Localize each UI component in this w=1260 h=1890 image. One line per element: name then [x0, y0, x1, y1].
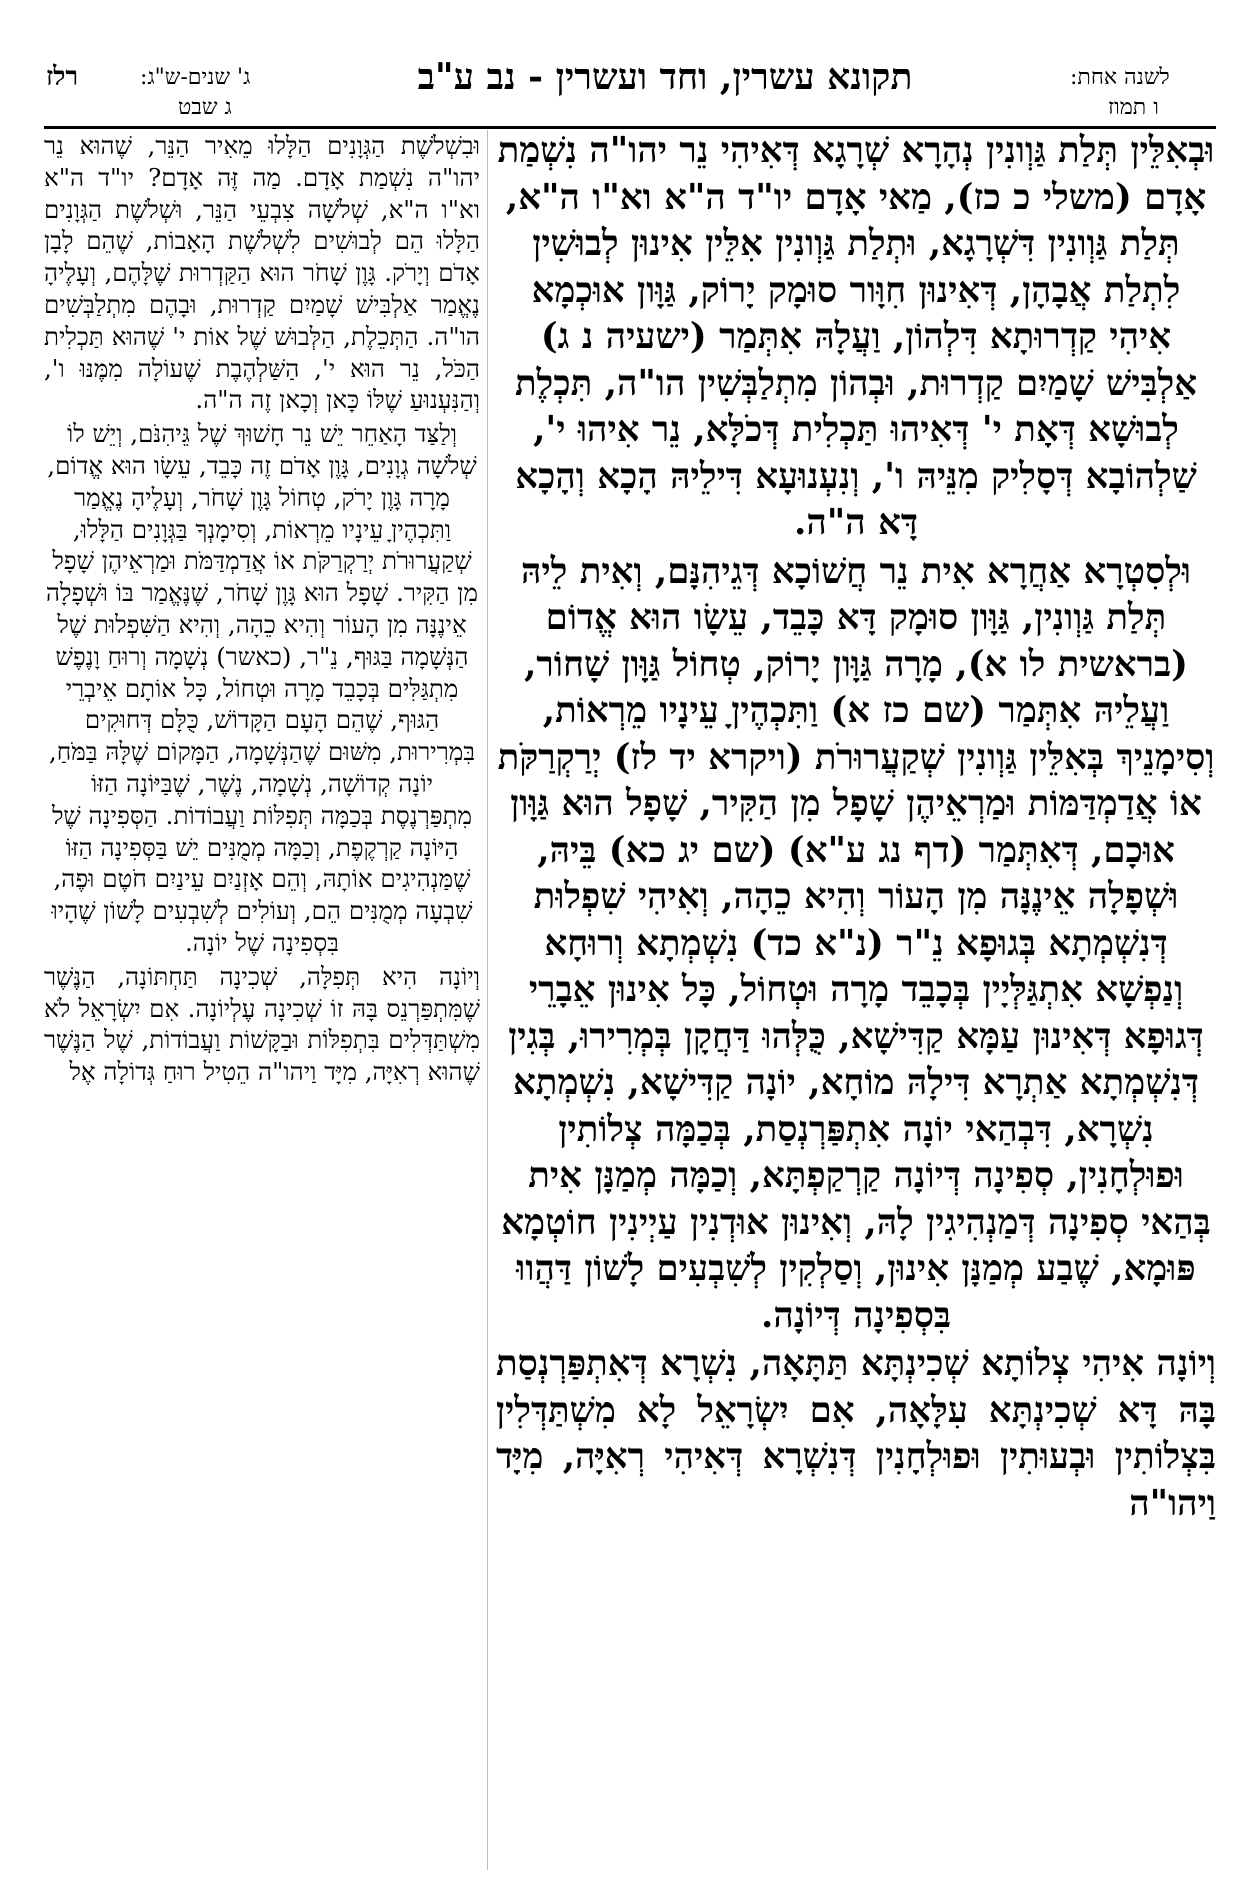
main-paragraph-1: וּבְאִלֵּין תְּלַת גַּוְונִין נְהָרָא שְׁרָגָא דְּאִיהִי נֵר יהו"ה נִשְׁמַת אָדָם (משלי כ כז), מַאי אָדָם יו"ד ה"א וא"ו ה"א, תְּלַת גַּוְונִין דִּשְׁרָגָא, וּתְלַת גַּוְונִין אִלֵּין אִינוּן לְבוּשִׁין לִתְלַת אֲבָהָן, דְּאִינוּן חִוָּור סוּמָק יָרוֹק, גַּוָּון אוּכְמָא אִיהִי קַדְרוּתָא דִּלְהוֹן, וַעֲלָהּ אִתְּמַר (ישעיה נ ג) אַלְבִּישׁ שָׁמַיִם קַדְרוּת, וּבְהוֹן מִתְלַבְּשִׁין הו"ה, תִּכְלֶת לְבוּשָׁא דְּאָת י' דְּאִיהוּ תַּכְלִית דְּכֹלָּא, נֵר אִיהוּ י', שַׁלְהוֹבָא דְּסָלִיק מִנֵּיהּ ו', וְנִעְנוּעָא דִּילֵיהּ הָכָא וְהָכָא דָּא ה"ה. [497, 130, 1215, 543]
column-divider [487, 130, 488, 1870]
page-header [0, 0, 1260, 120]
page-title: תקונא עשרין, וחד ועשרין - נב ע"ב [417, 56, 913, 98]
translation-paragraph-3: וְיוֹנָה הִיא תְּפִלָּה, שְׁכִינָה תַּחְתּוֹנָה, הַנֶּשֶׁר שֶׁמִּתְפַּרְנֵס בָּהּ זוֹ שְׁכִינָה עֶלְיוֹנָה. אִם יִשְׂרָאֵל לֹא מִשְׁתַּדְּלִים בִּתְפִלּוֹת וּבַקָּשׁוֹת וַעֲבוֹדוֹת, שֶׁל הַנֶּשֶׁר שֶׁהוּא רְאִיָּה, מִיָּד וַיהו"ה הֵטִיל רוּחַ גְּדוֹלָה אֶל [44, 961, 480, 1087]
translation-column [44, 130, 480, 1870]
translation-paragraph-1: וּבִשְׁלֹשֶׁת הַגְּוָנִים הַלָּלוּ מֵאִיר הַנֵּר, שֶׁהוּא נֵר יהו"ה נִשְׁמַת אָדָם. מַה זֶּה אָדָם? יו"ד ה"א וא"ו ה"א, שְׁלֹשָׁה צִבְעֵי הַנֵּר, וּשְׁלֹשֶׁת הַגְּוָנִים הַלָּלוּ הֵם לְבוּשִׁים לִשְׁלֹשֶׁת הָאָבוֹת, שֶׁהֵם לָבָן אָדֹם וְיָרֹק. גָּוֶן שָׁחֹר הוּא הַקַּדְרוּת שֶׁלָּהֶם, וְעָלֶיהָ נֶאֱמַר אַלְבִּישׁ שָׁמַיִם קַדְרוּת, וּבָהֶם מִתְלַבְּשִׁים הו"ה. הַתְּכֵלֶת, הַלְּבוּשׁ שֶׁל אוֹת י' שֶׁהוּא תַּכְלִית הַכֹּל, נֵר הוּא י', הַשַּׁלְהֶבֶת שֶׁעוֹלָה מִמֶּנּוּ ו', וְהַנִּעְנוּעַ שֶׁלּוֹ כָּאן וְכָאן זֶה ה"ה. [44, 131, 480, 415]
main-paragraph-3: וְיוֹנָה אִיהִי צְלוֹתָא שְׁכִינְתָּא תַּתָּאָה, נִשְׁרָא דְּאִתְפַּרְנְסַת בָּהּ דָּא שְׁכִינְתָּא עִלָּאָה, אִם יִשְׂרָאֵל לָא מִשְׁתַּדְּלִין בִּצְלוֹתִין וּבְעוּתִין וּפוּלְחָנִין דְּנִשְׁרָא דְּאִיהִי רְאִיָּה, מִיָּד וַיהו"ה [496, 1343, 1216, 1524]
main-header-year: לשנה אחת: [1070, 65, 1170, 90]
side-header-years: ג' שנים-ש"ג: [140, 65, 251, 90]
translation-paragraph-2: וְלַצַּד הָאַחֵר יֵשׁ נֵר חָשׁוּךְ שֶׁל גֵּיהִנֹּם, וְיֵשׁ לוֹ שְׁלֹשָׁה גְוָנִים, גָּוֶן אָדֹם זֶה כָּבֵד, עֵשָׂו הוּא אֱדוֹם, מָרָה גָּוֶן יָרֹק, טְחוֹל גָּוֶן שָׁחֹר, וְעָלֶיהָ נֶאֱמַר וַתִּכְהֶיןָ עֵינָיו מֵרְאוֹת, וְסִימָנְךָ בַּגְּוָנִים הַלָּלוּ, שְׁקַעֲרוּרֹת יְרַקְרַקֹּת אוֹ אֲדַמְדַּמֹּת וּמַרְאֵיהֶן שָׁפָל מִן הַקִּיר. שָׁפָל הוּא גָּוֶן שָׁחֹר, שֶׁנֶּאֱמַר בּוֹ וּשְׁפָלָה אֵינֶנָּה מִן הָעוֹר וְהִיא כֵהָה, וְהִיא הַשִּׁפְלוּת שֶׁל הַנְּשָׁמָה בַּגּוּף, נֵ"ר, (כאשר) נְשָׁמָה וְרוּחַ וָנֶפֶשׁ מִתְגַּלִּים בְּכָבֵד מָרָה וּטְחוֹל, כָּל אוֹתָם אֵיבְרֵי הַגּוּף, שֶׁהֵם הָעָם הַקָּדוֹשׁ, כֻּלָּם דְּחוּקִים בִּמְרִירוּת, מִשּׁוּם שֶׁהַנְּשָׁמָה, הַמָּקוֹם שֶׁלָּהּ בַּמֹּחַ, יוֹנָה קְדוֹשָׁה, נְשָׁמָה, נֶשֶׁר, שֶׁבַּיּוֹנָה הַזּוֹ מִתְפַּרְנֶסֶת בְּכַמָּה תְּפִלּוֹת וַעֲבוֹדוֹת. הַסְּפִינָה שֶׁל הַיּוֹנָה קַרְקֶפֶת, וְכַמָּה מְמֻנִּים יֵשׁ בַּסְּפִינָה הַזּוֹ שֶׁמַּנְהִיגִים אוֹתָהּ, וְהֵם אָזְנַיִם עֵינַיִם חֹטֶם וּפֶה, שִׁבְעָה מְמֻנִּים הֵם, וְעוֹלִים לְשִׁבְעִים לָשׁוֹן שֶׁהָיוּ בִּסְפִינָה שֶׁל יוֹנָה. [45, 419, 479, 957]
main-text-column [496, 128, 1216, 1868]
main-header-date: ו תמוז [1108, 95, 1159, 120]
main-paragraph-2: וּלְסִטְרָא אַחֲרָא אִית נֵר חֲשׁוֹכָא דְּגֵיהִנָּם, וְאִית לֵיהּ תְּלַת גַּוְונִין, גַּוָּון סוּמָק דָּא כָּבֵד, עֵשָׂו הוּא אֱדוֹם (בראשית לו א), מָרָה גַּוָּון יָרוֹק, טְחוֹל גַּוָּון שָׁחוֹר, וַעֲלֵיהּ אִתְּמַר (שם כז א) וַתִּכְהֶיןָ עֵינָיו מֵרְאוֹת, וְסִימָנֵיךְ בְּאִלֵּין גַּוְונִין שְׁקַעֲרוּרֹת (ויקרא יד לז) יְרַקְרַקֹּת אוֹ אֲדַמְדַּמּוֹת וּמַרְאֵיהֶן שָׁפָל מִן הַקִּיר, שָׁפָל הוּא גַּוָּון אוּכָם, דְּאִתְּמַר (דף נג ע"א) (שם יג כא) בֵּיהּ, וּשְׁפָלָה אֵינֶנָּה מִן הָעוֹר וְהִיא כֵהָה, וְאִיהִי שִׁפְלוּת דְּנִשְׁמְתָא בְּגוּפָא נֵ"ר (נ"א כד) נִשְׁמְתָא וְרוּחָא וְנַפְשָׁא אִתְגַּלְּיָין בְּכָבֵד מָרָה וּטְחוֹל, כָּל אִינוּן אֵבָרֵי דְּגוּפָא דְּאִינוּן עַמָּא קַדִּישָׁא, כֻּלְּהוּ דַּחֲקָן בְּמְרִירוּ, בְּגִין דְּנִשְׁמְתָא אַתְרָא דִּילָהּ מוֹחָא, יוֹנָה קַדִּישָׁא, נִשְׁמְתָא נִשְׁרָא, דִּבְהַאי יוֹנָה אִתְפַּרְנְסַת, בְּכַמָּה צְלוֹתִין וּפוּלְחָנִין, סְפִינָה דְּיוֹנָה קַרְקַפְתָּא, וְכַמָּה מְמַנָּן אִית בְּהַאי סְפִינָה דְּמַנְהִיגִין לָהּ, וְאִינוּן אוּדְנִין עַיְינִין חוֹטְמָא פּוּמָא, שֶׁבַע מְמַנָּן אִינוּן, וְסַלְקִין לְשִׁבְעִים לָשׁוֹן דַּהֲווּ בִּסְפִינָה דְּיוֹנָה. [497, 550, 1215, 1336]
side-header-date: ג שבט [178, 95, 232, 120]
page-number: רלז [46, 62, 79, 92]
